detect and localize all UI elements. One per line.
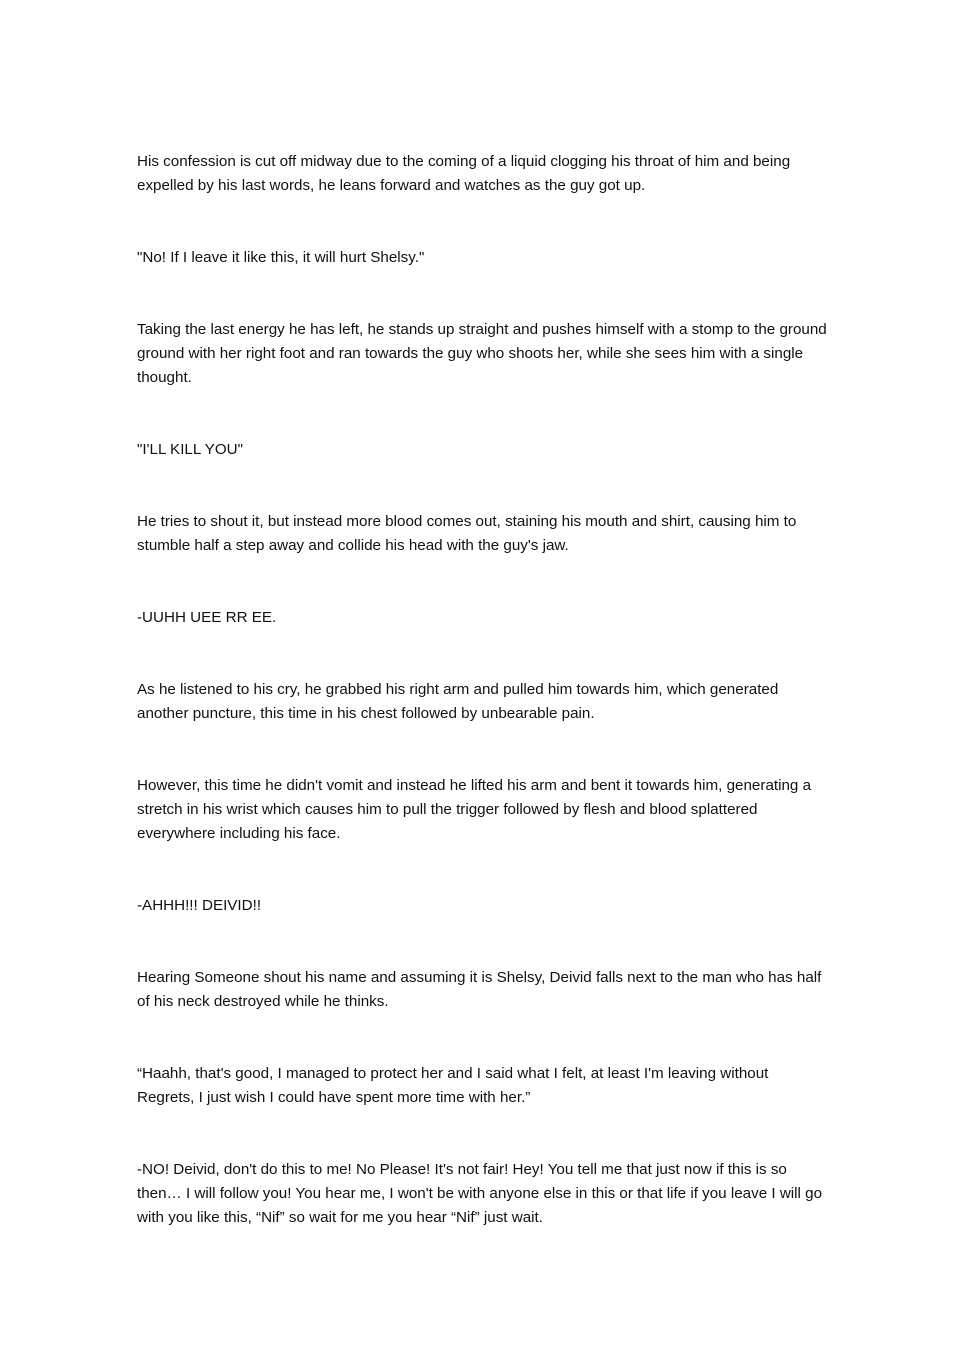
paragraph: "I'LL KILL YOU" <box>137 441 243 458</box>
paragraph: Taking the last energy he has left, he stands up straight and pushes himself with a stomp to the ground ground with her right foot and ran towards the guy who shoots her, while she sees him with a single thought. <box>137 321 827 386</box>
paragraph: He tries to shout it, but instead more blood comes out, staining his mouth and shirt, causing him to stumble half a step away and collide his head with the guy's jaw. <box>137 513 797 554</box>
paragraph: However, this time he didn't vomit and instead he lifted his arm and bent it towards him, generating a stretch in his wrist which causes him to pull the trigger followed by flesh and blood splattered everywhere including his face. <box>137 777 812 842</box>
paragraph: -NO! Deivid, don't do this to me! No Please! It's not fair! Hey! You tell me that just now if this is so then… I will follow you! You hear me, I won't be with anyone else in this or that life if you leave I will go with you like this, “Nif” so wait for me you hear “Nif” just wait. <box>137 1161 823 1226</box>
paragraph: -UUHH UEE RR EE. <box>137 609 277 626</box>
paragraph: “Haahh, that's good, I managed to protect her and I said what I felt, at least I'm leaving without Regrets, I just wish I could have spent more time with her.” <box>137 1065 769 1106</box>
paragraph: His confession is cut off midway due to the coming of a liquid clogging his throat of him and being expelled by his last words, he leans forward and watches as the guy got up. <box>137 153 791 194</box>
document-body <box>137 150 827 1278</box>
paragraph: "No! If I leave it like this, it will hurt Shelsy." <box>137 249 425 266</box>
paragraph: As he listened to his cry, he grabbed his right arm and pulled him towards him, which generated another puncture, this time in his chest followed by unbearable pain. <box>137 681 779 722</box>
paragraph: Hearing Someone shout his name and assuming it is Shelsy, Deivid falls next to the man who has half of his neck destroyed while he thinks. <box>137 969 822 1010</box>
paragraph: -AHHH!!! DEIVID!! <box>137 897 262 914</box>
